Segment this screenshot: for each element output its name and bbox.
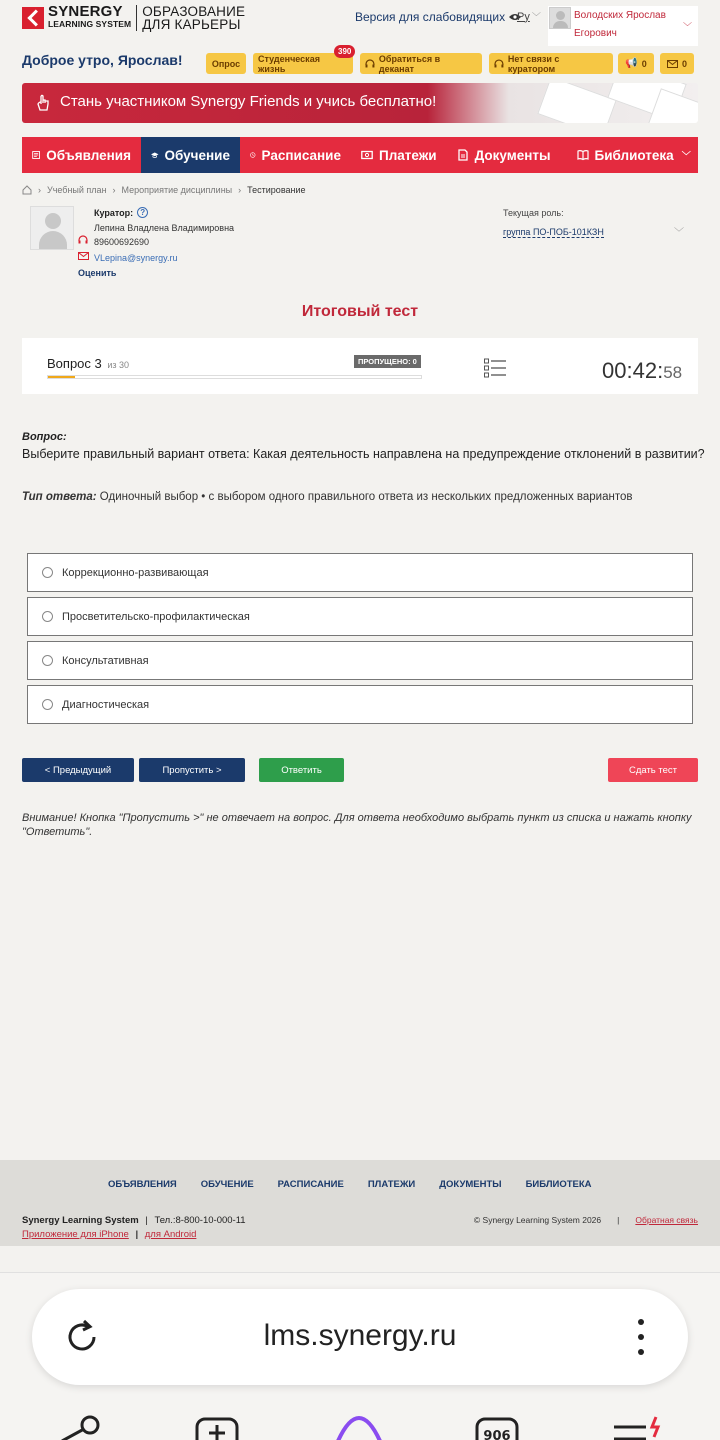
- nav-learning[interactable]: [141, 137, 240, 173]
- money-icon: [361, 149, 373, 161]
- radio-button[interactable]: [42, 567, 53, 578]
- vision-label: Версия для слабовидящих: [355, 10, 506, 24]
- logo[interactable]: [22, 5, 245, 31]
- no-curator-label: Нет связи с куратором: [507, 53, 560, 74]
- answer-type: [22, 491, 632, 503]
- breadcrumb-separator-icon: ›: [238, 185, 242, 195]
- radio-button[interactable]: [42, 655, 53, 666]
- more-options-icon[interactable]: [638, 1319, 644, 1355]
- address-bar[interactable]: [32, 1289, 688, 1385]
- breadcrumb-separator-icon: ›: [38, 185, 41, 195]
- nav-schedule[interactable]: [240, 137, 351, 173]
- nav-label: Документы: [474, 147, 551, 163]
- mail-icon: [78, 252, 89, 263]
- question-counter: [47, 356, 129, 371]
- breadcrumb-study-plan[interactable]: Учебный план: [47, 185, 107, 195]
- breadcrumb: [22, 185, 306, 195]
- progress-bar: [47, 375, 422, 379]
- breadcrumb-separator-icon: ›: [112, 185, 116, 195]
- synergy-logo-icon: [22, 7, 44, 29]
- promo-banner-text: Стань участником Synergy Friends и учись бесплатно!: [60, 93, 437, 110]
- answer-option-label: Диагностическая: [62, 698, 150, 711]
- graduation-cap-icon: [151, 149, 159, 161]
- submit-test-button[interactable]: Сдать тест: [608, 758, 698, 782]
- footer-contacts: [22, 1215, 246, 1226]
- slogan-line2: ДЛЯ КАРЬЕРЫ: [142, 17, 241, 32]
- new-tab-icon[interactable]: [195, 1415, 241, 1440]
- dean-label: Обратиться в деканат: [378, 53, 441, 74]
- footer-link-learning[interactable]: ОБУЧЕНИЕ: [200, 1179, 254, 1190]
- breadcrumb-discipline-event[interactable]: Мероприятие дисциплины: [121, 185, 233, 195]
- browser-toolbar: [0, 1272, 720, 1440]
- footer-link-documents[interactable]: ДОКУМЕНТЫ: [439, 1179, 502, 1190]
- headset-icon: [494, 59, 504, 69]
- footer-nav: [108, 1179, 592, 1190]
- menu-icon[interactable]: [612, 1415, 668, 1440]
- role-select[interactable]: группа ПО-ПОБ-101КЗН: [503, 227, 604, 237]
- breadcrumb-testing: Тестирование: [247, 185, 306, 195]
- skip-button[interactable]: Пропустить >: [139, 758, 245, 782]
- vision-version-link[interactable]: [355, 10, 521, 24]
- footer-brand: Synergy Learning System: [22, 1215, 139, 1226]
- nav-label: Обучение: [164, 147, 230, 163]
- footer-link-schedule[interactable]: РАСПИСАНИЕ: [277, 1179, 344, 1190]
- user-menu[interactable]: [548, 6, 698, 46]
- announcements-count: 0: [641, 58, 647, 69]
- mail-icon: [667, 60, 678, 68]
- assistant-icon[interactable]: [334, 1415, 384, 1440]
- chevron-down-icon[interactable]: ﹀: [674, 228, 684, 239]
- feedback-link[interactable]: Обратная связь: [635, 1215, 698, 1225]
- question-label: Вопрос:: [22, 431, 67, 443]
- footer-link-payments[interactable]: ПЛАТЕЖИ: [367, 1179, 416, 1190]
- footer-copyright: © Synergy Learning System 2026: [473, 1215, 602, 1225]
- nav-announcements[interactable]: [22, 137, 141, 173]
- language-select[interactable]: [517, 10, 541, 23]
- footer: [0, 1160, 720, 1246]
- curator-label-row: [94, 207, 148, 218]
- answer-option-label: Коррекционно-развивающая: [62, 566, 209, 579]
- help-icon[interactable]: ?: [137, 207, 148, 218]
- svg-text:906: 906: [483, 1429, 511, 1440]
- answer-option[interactable]: [27, 597, 693, 636]
- nav-label: Расписание: [261, 147, 341, 163]
- avatar: [549, 7, 571, 29]
- newspaper-icon: [32, 149, 40, 161]
- android-app-link[interactable]: для Android: [144, 1229, 197, 1240]
- curator-email[interactable]: VLepina@synergy.ru: [94, 253, 178, 263]
- footer-separator: |: [135, 1229, 139, 1240]
- language-label: Ру: [517, 10, 530, 23]
- messages-count: 0: [681, 58, 687, 69]
- question-text: Выберите правильный вариант ответа: Какая деятельность направлена на предупреждение отклонений в развитии?: [22, 447, 705, 461]
- answer-option[interactable]: [27, 553, 693, 592]
- curator-label: Куратор:: [94, 207, 134, 218]
- headset-icon: [78, 235, 88, 248]
- nav-documents[interactable]: [447, 137, 561, 173]
- answer-type-value: Одиночный выбор • с выбором одного правильного ответа из нескольких предложенных вариантов: [99, 491, 633, 503]
- user-name: Володских Ярослав Егорович: [574, 10, 666, 39]
- chevron-down-icon: ﹀: [681, 150, 691, 161]
- timer: 00:42:58: [602, 358, 683, 383]
- nav-label: Объявления: [46, 147, 131, 163]
- footer-separator: |: [617, 1215, 620, 1225]
- nav-label: Платежи: [379, 147, 437, 163]
- footer-apps: [22, 1229, 196, 1240]
- timer-main: 00:42: [602, 358, 658, 383]
- skipped-badge: ПРОПУЩЕНО: 0: [354, 355, 421, 368]
- question-list-icon[interactable]: [484, 358, 506, 378]
- dean-contact-button[interactable]: [360, 53, 482, 74]
- notification-badge: 390: [334, 45, 355, 58]
- skip-warning: Внимание! Кнопка "Пропустить >" не отвечает на вопрос. Для ответа необходимо выбрать пункт из списка и нажать кнопку "Ответить".: [22, 812, 692, 838]
- logo-divider: [136, 5, 137, 31]
- book-icon: [577, 149, 589, 161]
- footer-link-announcements[interactable]: ОБЪЯВЛЕНИЯ: [108, 1179, 177, 1190]
- rate-curator-link[interactable]: Оценить: [78, 268, 117, 278]
- page-title: Итоговый тест: [301, 303, 419, 320]
- logo-line1: SYNERGY: [48, 3, 123, 20]
- slogan-line1: ОБРАЗОВАНИЕ: [142, 4, 246, 19]
- banner-decoration: [537, 83, 616, 123]
- radio-button[interactable]: [42, 611, 53, 622]
- role-label: Текущая роль:: [503, 208, 564, 218]
- pointer-hand-icon: [36, 94, 50, 112]
- megaphone-icon: 📢: [625, 58, 638, 69]
- nav-library[interactable]: [561, 137, 701, 173]
- main-nav: [22, 137, 698, 173]
- question-number: Вопрос 3: [47, 356, 102, 371]
- survey-button[interactable]: [206, 53, 246, 74]
- previous-button[interactable]: < Предыдущий: [22, 758, 134, 782]
- headset-icon: [365, 59, 375, 69]
- curator-name: Лепина Владлена Владимировна: [94, 223, 235, 233]
- question-total: из 30: [107, 360, 130, 370]
- nav-label: Библиотека: [594, 147, 674, 163]
- chevron-down-icon: ﹀: [682, 22, 692, 32]
- timer-seconds: 58: [663, 363, 683, 382]
- progress-fill: [48, 376, 75, 378]
- footer-separator: |: [145, 1215, 148, 1226]
- home-icon[interactable]: [22, 185, 32, 195]
- footer-link-library[interactable]: БИБЛИОТЕКА: [525, 1179, 592, 1190]
- answer-option-label: Просветительско-профилактическая: [62, 610, 250, 623]
- nav-payments[interactable]: [351, 137, 447, 173]
- answer-option[interactable]: [27, 641, 693, 680]
- answer-button[interactable]: Ответить: [259, 758, 344, 782]
- no-curator-button[interactable]: [489, 53, 613, 74]
- answer-option[interactable]: [27, 685, 693, 724]
- url-text[interactable]: lms.synergy.ru: [263, 1319, 457, 1352]
- document-icon: [457, 149, 469, 161]
- iphone-app-link[interactable]: Приложение для iPhone: [22, 1229, 129, 1240]
- tabs-counter-icon[interactable]: [475, 1415, 521, 1440]
- curator-phone[interactable]: 89600692690: [94, 237, 150, 247]
- curator-avatar: [30, 206, 74, 250]
- footer-right: [474, 1215, 698, 1225]
- logo-line2: LEARNING SYSTEM: [48, 19, 132, 29]
- footer-phone[interactable]: Тел.:8-800-10-000-11: [154, 1215, 246, 1226]
- share-icon[interactable]: [54, 1415, 100, 1440]
- answer-option-label: Консультативная: [62, 654, 149, 667]
- messages-button[interactable]: [660, 53, 694, 74]
- question-status-bar: [22, 338, 698, 394]
- survey-label: Опрос: [211, 58, 241, 69]
- radio-button[interactable]: [42, 699, 53, 710]
- announcements-button[interactable]: [618, 53, 654, 74]
- promo-banner[interactable]: [22, 83, 698, 123]
- chevron-down-icon: ﹀: [531, 12, 541, 22]
- answer-type-label: Тип ответа:: [22, 491, 97, 503]
- greeting: Доброе утро, Ярослав!: [22, 52, 183, 68]
- clock-icon: [250, 149, 256, 161]
- student-life-label: Студенческая жизнь: [258, 53, 320, 74]
